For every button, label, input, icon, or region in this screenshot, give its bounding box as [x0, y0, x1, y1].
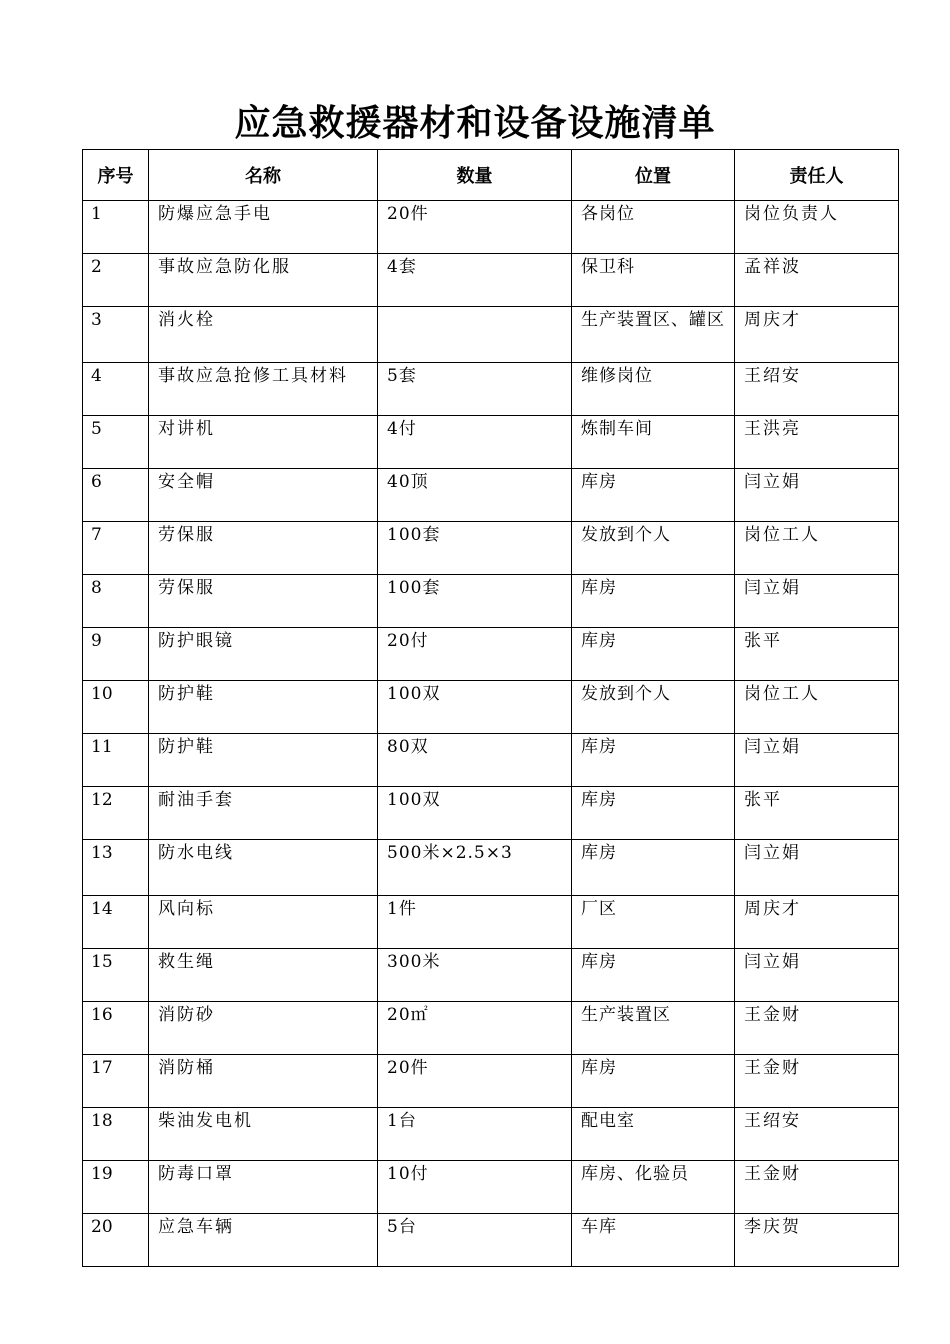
cell-name: 事故应急抢修工具材料 — [149, 363, 378, 416]
cell-no: 8 — [83, 575, 149, 628]
cell-owner: 岗位负责人 — [735, 201, 899, 254]
cell-no: 17 — [83, 1055, 149, 1108]
table-row — [83, 628, 899, 681]
cell-qty: 300米 — [378, 949, 572, 1002]
cell-location: 库房 — [572, 787, 735, 840]
cell-no: 12 — [83, 787, 149, 840]
table-row — [83, 575, 899, 628]
cell-qty: 100套 — [378, 575, 572, 628]
cell-name: 应急车辆 — [149, 1214, 378, 1267]
cell-qty: 20件 — [378, 1055, 572, 1108]
cell-qty: 4付 — [378, 416, 572, 469]
cell-name: 防毒口罩 — [149, 1161, 378, 1214]
cell-qty: 500米×2.5×3 — [378, 840, 572, 896]
cell-no: 18 — [83, 1108, 149, 1161]
table-row — [83, 201, 899, 254]
header-name: 名称 — [149, 150, 378, 201]
table-row — [83, 949, 899, 1002]
cell-no: 9 — [83, 628, 149, 681]
cell-no: 6 — [83, 469, 149, 522]
cell-location: 库房 — [572, 840, 735, 896]
cell-location: 配电室 — [572, 1108, 735, 1161]
header-owner: 责任人 — [735, 150, 899, 201]
table-row — [83, 307, 899, 363]
cell-no: 3 — [83, 307, 149, 363]
cell-qty: 1件 — [378, 896, 572, 949]
cell-owner: 岗位工人 — [735, 681, 899, 734]
cell-location: 库房 — [572, 628, 735, 681]
cell-name: 防护眼镜 — [149, 628, 378, 681]
cell-location: 库房、化验员 — [572, 1161, 735, 1214]
cell-no: 19 — [83, 1161, 149, 1214]
cell-name: 消火栓 — [149, 307, 378, 363]
cell-owner: 闫立娟 — [735, 949, 899, 1002]
cell-qty: 4套 — [378, 254, 572, 307]
header-no: 序号 — [83, 150, 149, 201]
cell-name: 耐油手套 — [149, 787, 378, 840]
cell-qty: 100双 — [378, 787, 572, 840]
table-row — [83, 522, 899, 575]
table-row — [83, 681, 899, 734]
table-row — [83, 1214, 899, 1267]
header-location: 位置 — [572, 150, 735, 201]
cell-qty: 5台 — [378, 1214, 572, 1267]
cell-owner: 闫立娟 — [735, 575, 899, 628]
cell-location: 厂区 — [572, 896, 735, 949]
cell-location: 发放到个人 — [572, 681, 735, 734]
table-row — [83, 1002, 899, 1055]
cell-name: 防护鞋 — [149, 734, 378, 787]
cell-owner: 孟祥波 — [735, 254, 899, 307]
cell-name: 风向标 — [149, 896, 378, 949]
cell-location: 维修岗位 — [572, 363, 735, 416]
cell-qty: 20付 — [378, 628, 572, 681]
cell-owner: 王绍安 — [735, 1108, 899, 1161]
cell-no: 11 — [83, 734, 149, 787]
cell-location: 发放到个人 — [572, 522, 735, 575]
cell-name: 消防砂 — [149, 1002, 378, 1055]
cell-name: 事故应急防化服 — [149, 254, 378, 307]
header-qty: 数量 — [378, 150, 572, 201]
table-row — [83, 254, 899, 307]
table-header-row — [83, 150, 899, 201]
cell-no: 2 — [83, 254, 149, 307]
cell-location: 炼制车间 — [572, 416, 735, 469]
cell-qty: 1台 — [378, 1108, 572, 1161]
table-row — [83, 840, 899, 896]
cell-no: 4 — [83, 363, 149, 416]
table-row — [83, 416, 899, 469]
table-row — [83, 896, 899, 949]
cell-owner: 王金财 — [735, 1161, 899, 1214]
cell-owner: 李庆贺 — [735, 1214, 899, 1267]
cell-no: 15 — [83, 949, 149, 1002]
cell-location: 库房 — [572, 949, 735, 1002]
cell-qty: 100双 — [378, 681, 572, 734]
cell-no: 14 — [83, 896, 149, 949]
table-row — [83, 1161, 899, 1214]
cell-location: 车库 — [572, 1214, 735, 1267]
cell-location: 库房 — [572, 1055, 735, 1108]
cell-qty — [378, 307, 572, 363]
cell-qty: 80双 — [378, 734, 572, 787]
cell-name: 防护鞋 — [149, 681, 378, 734]
cell-qty: 100套 — [378, 522, 572, 575]
cell-owner: 周庆才 — [735, 896, 899, 949]
cell-location: 生产装置区 — [572, 1002, 735, 1055]
cell-owner: 张平 — [735, 787, 899, 840]
cell-qty: 40顶 — [378, 469, 572, 522]
cell-owner: 周庆才 — [735, 307, 899, 363]
cell-name: 救生绳 — [149, 949, 378, 1002]
cell-location: 库房 — [572, 734, 735, 787]
cell-owner: 闫立娟 — [735, 840, 899, 896]
cell-owner: 王金财 — [735, 1055, 899, 1108]
cell-no: 5 — [83, 416, 149, 469]
cell-owner: 张平 — [735, 628, 899, 681]
cell-name: 防水电线 — [149, 840, 378, 896]
table-row — [83, 787, 899, 840]
cell-location: 保卫科 — [572, 254, 735, 307]
cell-name: 柴油发电机 — [149, 1108, 378, 1161]
cell-no: 1 — [83, 201, 149, 254]
cell-no: 13 — [83, 840, 149, 896]
cell-no: 20 — [83, 1214, 149, 1267]
cell-no: 16 — [83, 1002, 149, 1055]
cell-name: 劳保服 — [149, 522, 378, 575]
cell-qty: 5套 — [378, 363, 572, 416]
cell-owner: 岗位工人 — [735, 522, 899, 575]
table-row — [83, 734, 899, 787]
cell-name: 安全帽 — [149, 469, 378, 522]
cell-owner: 闫立娟 — [735, 469, 899, 522]
cell-location: 各岗位 — [572, 201, 735, 254]
cell-qty: 20件 — [378, 201, 572, 254]
page-title: 应急救援器材和设备设施清单 — [234, 103, 716, 144]
cell-owner: 王金财 — [735, 1002, 899, 1055]
cell-location: 库房 — [572, 469, 735, 522]
table-row — [83, 1108, 899, 1161]
table-row — [83, 363, 899, 416]
cell-qty: 20㎡ — [378, 1002, 572, 1055]
equipment-table — [82, 149, 899, 1267]
cell-no: 10 — [83, 681, 149, 734]
cell-name: 防爆应急手电 — [149, 201, 378, 254]
table-row — [83, 1055, 899, 1108]
cell-name: 对讲机 — [149, 416, 378, 469]
cell-name: 消防桶 — [149, 1055, 378, 1108]
cell-owner: 王绍安 — [735, 363, 899, 416]
cell-qty: 10付 — [378, 1161, 572, 1214]
cell-location: 生产装置区、罐区 — [572, 307, 735, 363]
cell-name: 劳保服 — [149, 575, 378, 628]
cell-owner: 王洪亮 — [735, 416, 899, 469]
cell-no: 7 — [83, 522, 149, 575]
cell-owner: 闫立娟 — [735, 734, 899, 787]
table-row — [83, 469, 899, 522]
cell-location: 库房 — [572, 575, 735, 628]
